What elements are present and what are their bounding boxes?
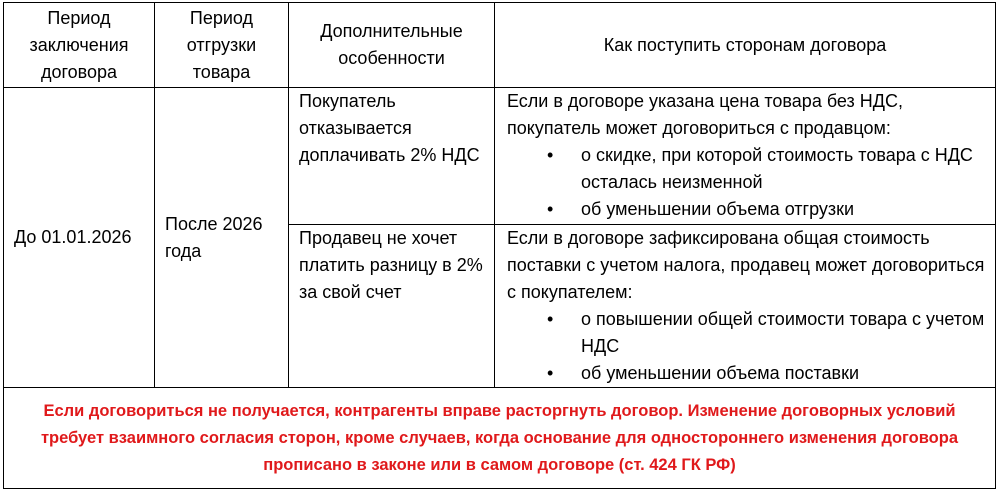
note-row (4, 388, 996, 489)
table-row (4, 88, 996, 225)
period-cell: До 01.01.2026 (4, 88, 155, 388)
list-item: • о повышении общей стоимости товара с учетом НДС (581, 306, 987, 360)
header-shipment: Период отгрузки товара (155, 3, 289, 88)
action-list (507, 306, 987, 387)
action-cell (495, 88, 996, 225)
header-action: Как поступить сторонам договора (495, 3, 996, 88)
feature-cell: Покупатель отказывается доплачивать 2% НДС (289, 88, 495, 225)
feature-cell: Продавец не хочет платить разницу в 2% за свой счет (289, 225, 495, 388)
action-intro: Если в договоре зафиксирована общая стоимость поставки с учетом налога, продавец может договориться с покупателем: (507, 228, 985, 302)
header-row (4, 3, 996, 88)
vat-contract-table (3, 2, 996, 489)
list-item: • о скидке, при которой стоимость товара с НДС осталась неизменной (581, 142, 987, 196)
header-features: Дополнительные особенности (289, 3, 495, 88)
action-cell (495, 225, 996, 388)
action-intro: Если в договоре указана цена товара без НДС, покупатель может договориться с продавцом: (507, 91, 903, 138)
action-list (507, 142, 987, 223)
list-item: • об уменьшении объема поставки (581, 360, 987, 387)
list-item: • об уменьшении объема отгрузки (581, 196, 987, 223)
shipment-cell: После 2026 года (155, 88, 289, 388)
header-period: Период заключения договора (4, 3, 155, 88)
note-text: Если договориться не получается, контрагенты вправе расторгнуть договор. Изменение договорных условий требует взаимного согласия сторон, кроме случаев, когда основание для одностороннего изменения договора прописано в законе или в самом договоре (ст. 424 ГК РФ) (4, 388, 996, 489)
